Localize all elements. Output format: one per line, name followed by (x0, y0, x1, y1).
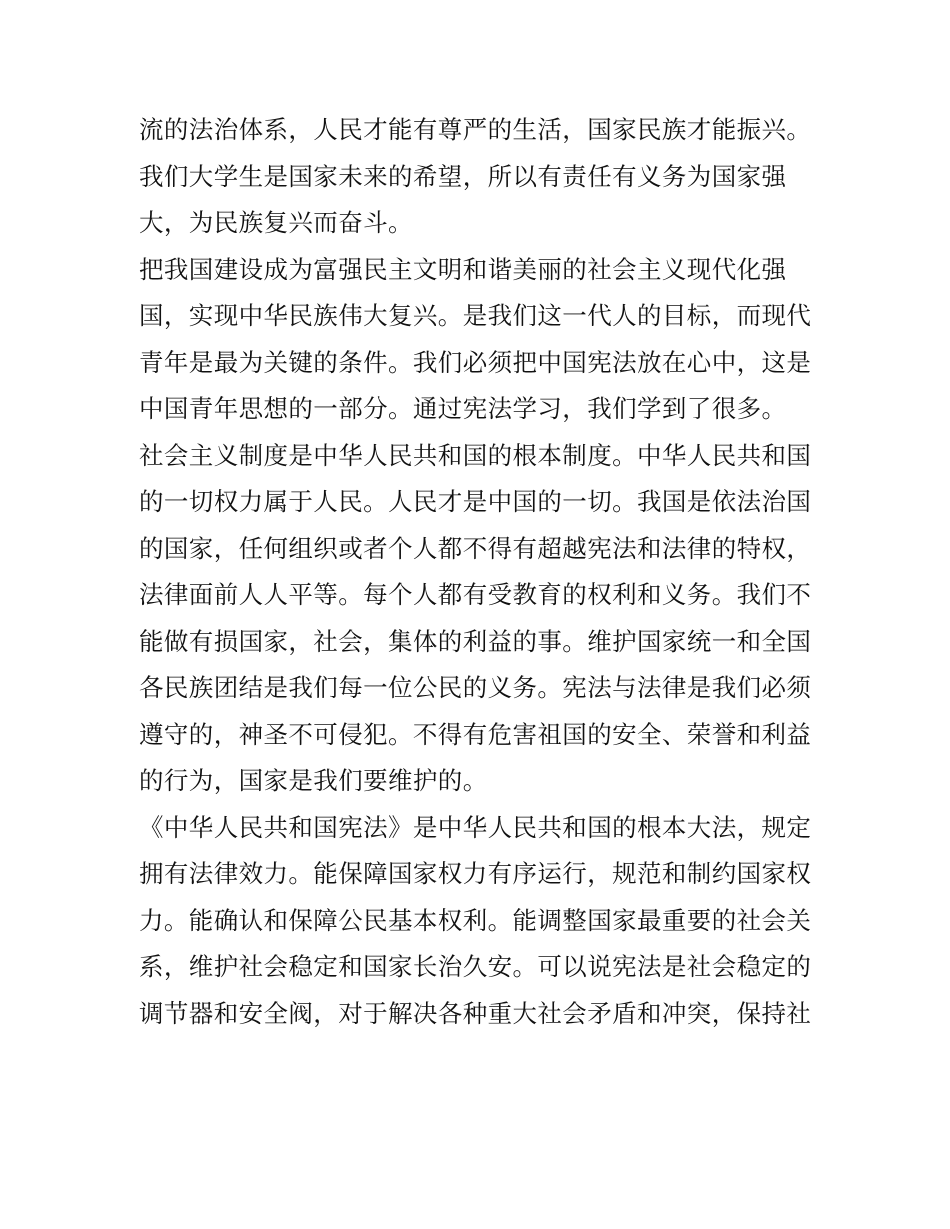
text-line: 把我国建设成为富强民主文明和谐美丽的社会主义现代化强 (139, 254, 787, 284)
text-line: 各民族团结是我们每一位公民的义务。宪法与法律是我们必须 (139, 673, 812, 702)
text-line: 能做有损国家，社会，集体的利益的事。维护国家统一和全国 (139, 626, 812, 656)
text-line: 遵守的，神圣不可侵犯。不得有危害祖国的安全、荣誉和利益 (139, 719, 812, 749)
text-line: 流的法治体系，人民才能有尊严的生活，国家民族才能振兴。 (139, 115, 812, 144)
body-text (139, 107, 819, 1037)
text-line: 《中华人民共和国宪法》是中华人民共和国的根本大法，规定 (139, 812, 812, 842)
text-line: 我们大学生是国家未来的希望，所以有责任有义务为国家强 (139, 161, 787, 191)
text-line: 的国家，任何组织或者个人都不得有超越宪法和法律的特权， (139, 533, 812, 563)
text-line: 的行为，国家是我们要维护的。 (139, 766, 488, 795)
text-line: 大，为民族复兴而奋斗。 (139, 208, 413, 237)
text-line: 法律面前人人平等。每个人都有受教育的权利和义务。我们不 (139, 580, 812, 609)
text-line: 拥有法律效力。能保障国家权力有序运行，规范和制约国家权 (139, 859, 812, 888)
text-line: 调节器和安全阀，对于解决各种重大社会矛盾和冲突，保持社 (139, 998, 812, 1028)
text-line: 中国青年思想的一部分。通过宪法学习，我们学到了很多。 (139, 394, 787, 423)
text-line: 社会主义制度是中华人民共和国的根本制度。中华人民共和国 (139, 440, 812, 470)
text-line: 力。能确认和保障公民基本权利。能调整国家最重要的社会关 (139, 905, 812, 935)
text-line: 系，维护社会稳定和国家长治久安。可以说宪法是社会稳定的 (139, 952, 812, 981)
text-line: 国，实现中华民族伟大复兴。是我们这一代人的目标，而现代 (139, 301, 812, 330)
text-line: 的一切权力属于人民。人民才是中国的一切。我国是依法治国 (139, 487, 812, 516)
text-line: 青年是最为关键的条件。我们必须把中国宪法放在心中，这是 (139, 347, 812, 377)
